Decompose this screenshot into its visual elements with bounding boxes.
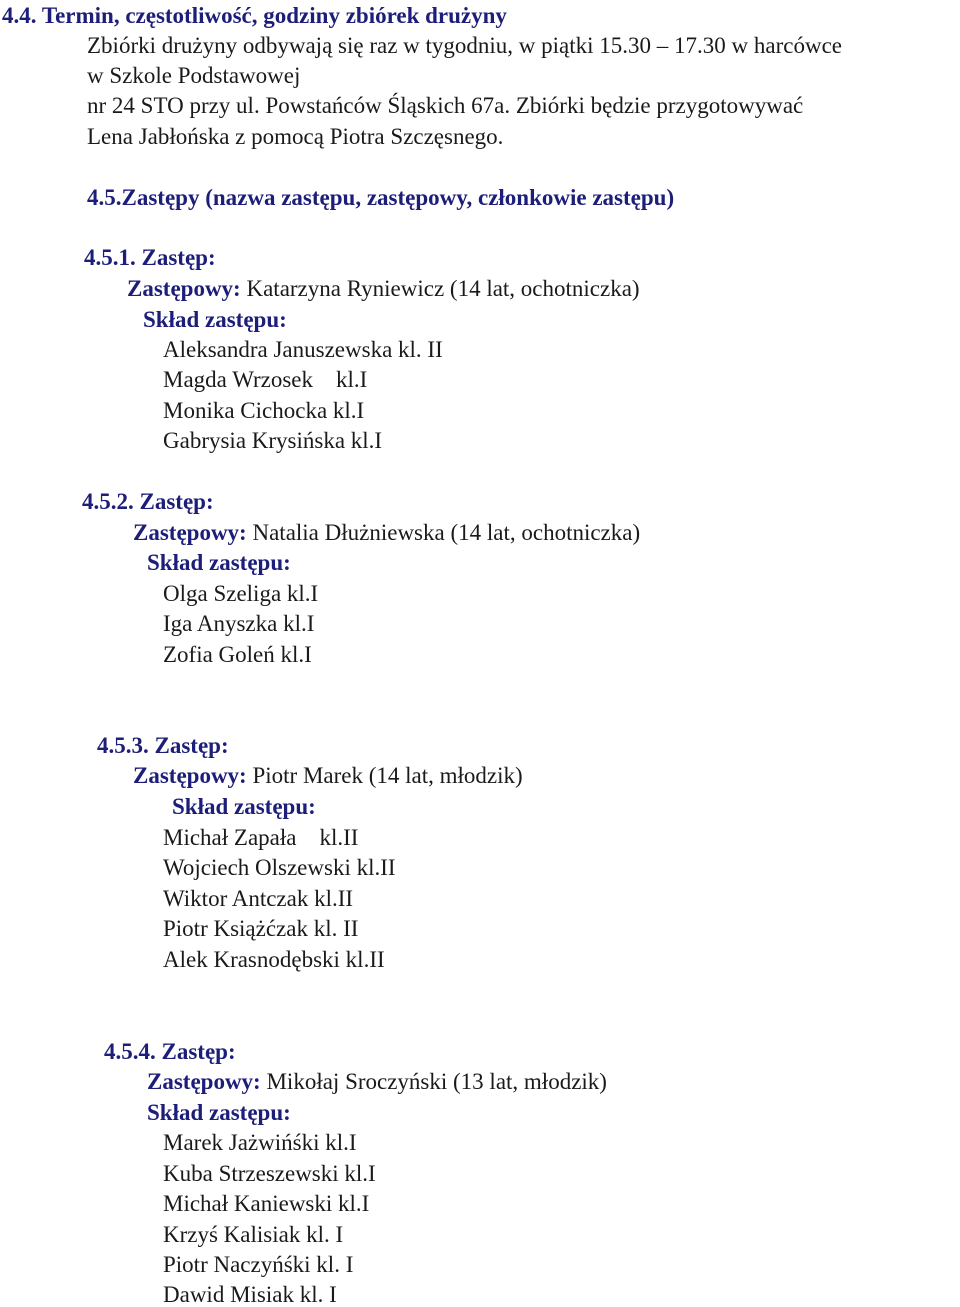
patrol-1-leader-label: Zastępowy: [127,276,241,301]
patrol-2-leader-value: Natalia Dłużniewska (14 lat, ochotniczka) [246,520,641,545]
patrol-4-member: Krzyś Kalisiak kl. I [163,1222,344,1247]
patrol-3-heading: 4.5.3. Zastęp: [97,733,229,758]
patrol-4-member: Dawid Misiak kl. I [163,1282,337,1307]
patrol-1-members-label: Skład zastępu: [143,307,287,332]
section-4-5-heading: 4.5.Zastępy (nazwa zastępu, zastępowy, członkowie zastępu) [87,185,675,210]
patrol-3-member: Alek Krasnodębski kl.II [163,947,385,972]
patrol-4-heading: 4.5.4. Zastęp: [104,1039,236,1064]
section-4-4-line-1: Zbiórki drużyny odbywają się raz w tygodniu, w piątki 15.30 – 17.30 w harcówce [87,33,842,58]
patrol-4-member: Michał Kaniewski kl.I [163,1191,370,1216]
patrol-2-members-label: Skład zastępu: [147,550,291,575]
section-4-4-line-4: Lena Jabłońska z pomocą Piotra Szczęsnego. [87,124,504,149]
patrol-1-member: Monika Cichocka kl.I [163,398,365,423]
patrol-2-heading: 4.5.2. Zastęp: [82,489,214,514]
section-4-4-line-2: w Szkole Podstawowej [87,63,301,88]
patrol-4-leader-value: Mikołaj Sroczyński (13 lat, młodzik) [260,1069,607,1094]
patrol-4-leader-label: Zastępowy: [147,1069,261,1094]
patrol-1-member: Aleksandra Januszewska kl. II [163,337,443,362]
patrol-3-member: Wojciech Olszewski kl.II [163,855,396,880]
patrol-3-members-label: Skład zastępu: [172,794,316,819]
patrol-1-heading: 4.5.1. Zastęp: [84,245,216,270]
patrol-2-leader [133,521,640,544]
section-4-4-line-3: nr 24 STO przy ul. Powstańców Śląskich 67a. Zbiórki będzie przygotowywać [87,93,804,118]
patrol-1-leader-value: Katarzyna Ryniewicz (14 lat, ochotniczka) [240,276,640,301]
patrol-4-leader [147,1070,607,1093]
patrol-4-members-label: Skład zastępu: [147,1100,291,1125]
patrol-3-member: Wiktor Antczak kl.II [163,886,354,911]
patrol-3-leader-value: Piotr Marek (14 lat, młodzik) [246,763,523,788]
patrol-1-member: Magda Wrzosek kl.I [163,367,368,392]
patrol-3-leader [133,764,523,787]
patrol-1-leader [127,277,640,300]
patrol-3-member: Michał Zapała kl.II [163,825,359,850]
patrol-2-member: Olga Szeliga kl.I [163,581,319,606]
patrol-4-member: Piotr Naczyńśki kl. I [163,1252,354,1277]
patrol-3-member: Piotr Książćzak kl. II [163,916,359,941]
patrol-1-member: Gabrysia Krysińska kl.I [163,428,383,453]
patrol-2-member: Zofia Goleń kl.I [163,642,312,667]
patrol-4-member: Kuba Strzeszewski kl.I [163,1161,376,1186]
section-4-4-heading: 4.4. Termin, częstotliwość, godziny zbiórek drużyny [2,3,507,28]
patrol-2-member: Iga Anyszka kl.I [163,611,315,636]
patrol-2-leader-label: Zastępowy: [133,520,247,545]
patrol-3-leader-label: Zastępowy: [133,763,247,788]
patrol-4-member: Marek Jażwińśki kl.I [163,1130,357,1155]
